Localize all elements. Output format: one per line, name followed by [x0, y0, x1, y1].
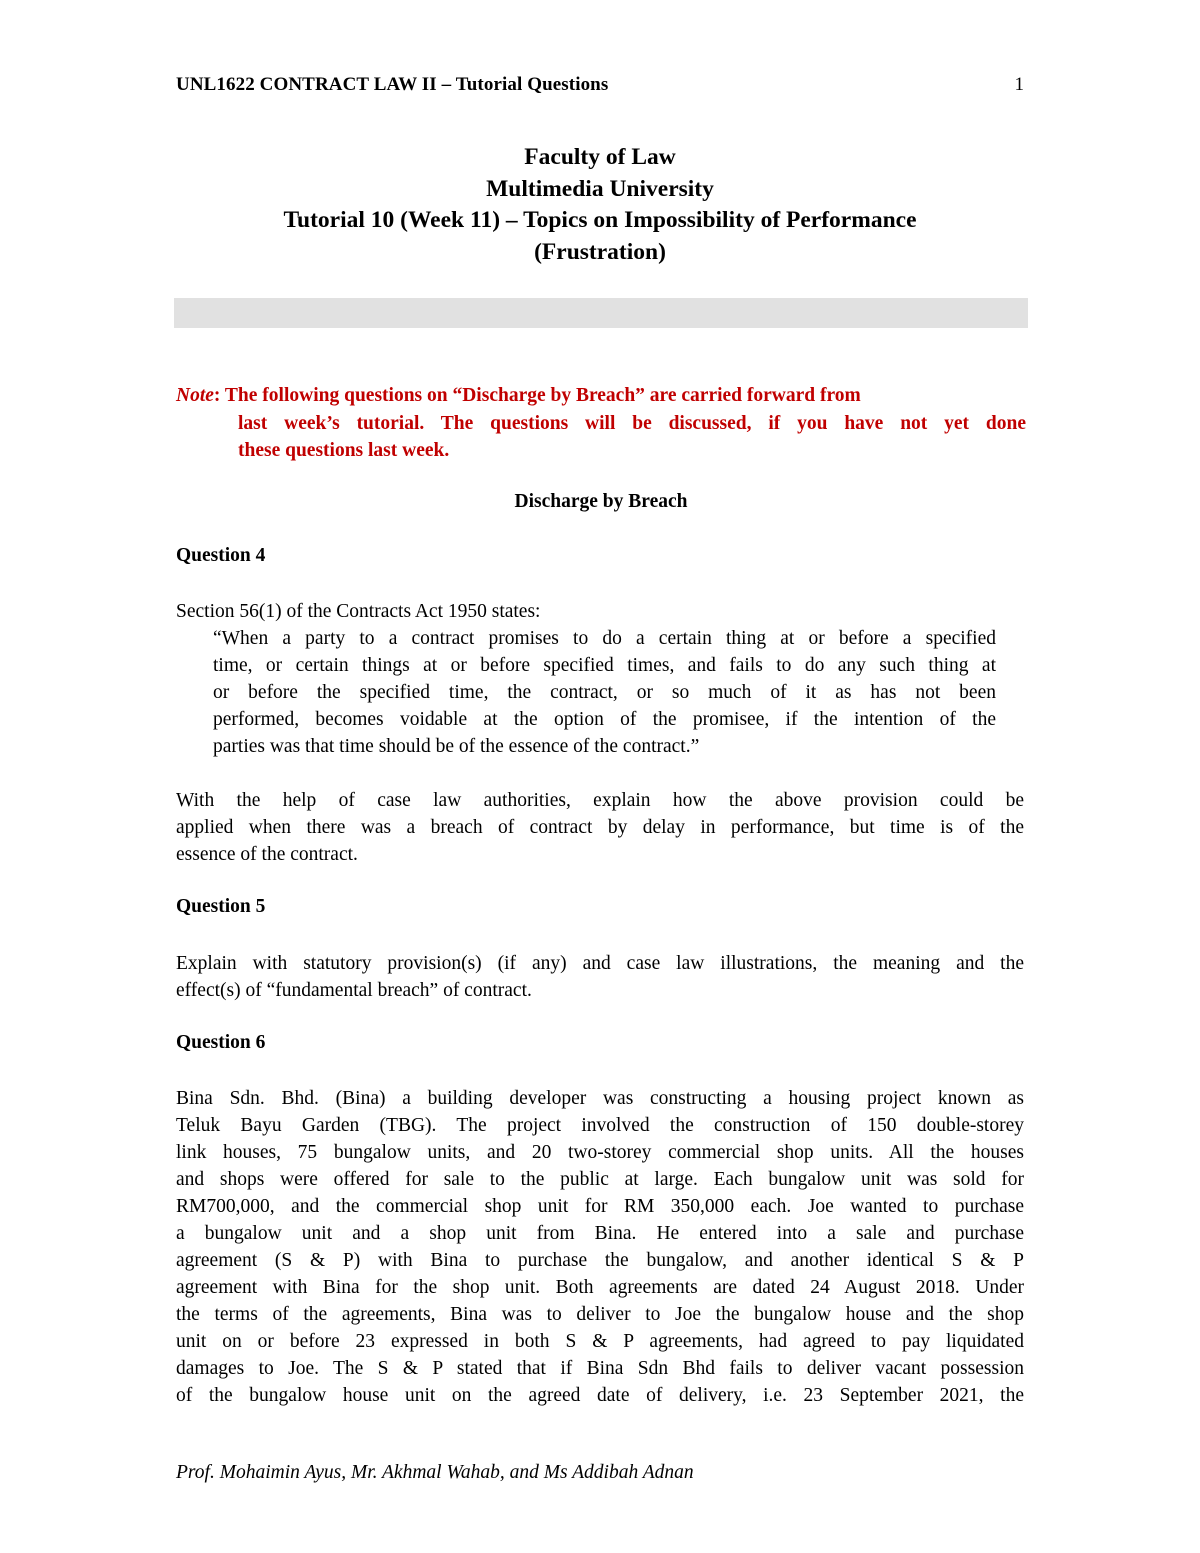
question-4-intro — [176, 598, 1024, 625]
quote-line: “When a party to a contract promises to do a certain thing at or before a specified — [213, 628, 996, 649]
page-number: 1 — [1014, 74, 1024, 95]
running-header: UNL1622 CONTRACT LAW II – Tutorial Questions — [176, 74, 609, 95]
body-line: Teluk Bayu Garden (TBG). The project involved the construction of 150 double-storey — [176, 1115, 1024, 1136]
question-4-body — [176, 787, 1024, 868]
body-line: of the bungalow house unit on the agreed date of delivery, i.e. 23 September 2021, the — [176, 1385, 1024, 1406]
question-5-body — [176, 950, 1024, 1004]
note-line-1 — [176, 382, 1026, 410]
body-line: essence of the contract. — [176, 844, 358, 865]
quote-line: parties was that time should be of the essence of the contract.” — [213, 736, 700, 757]
question-4-quote — [213, 625, 996, 760]
note-line-1-text: : The following questions on “Discharge by Breach” are carried forward from — [213, 385, 861, 406]
body-line: applied when there was a breach of contract by delay in performance, but time is of the — [176, 817, 1024, 838]
body-line: RM700,000, and the commercial shop unit for RM 350,000 each. Joe wanted to purchase — [176, 1196, 1024, 1217]
section-title: Discharge by Breach — [514, 491, 688, 512]
body-line: unit on or before 23 expressed in both S & P agreements, had agreed to pay liquidated — [176, 1331, 1024, 1352]
quote-line: time, or certain things at or before specified times, and fails to do any such thing at — [213, 655, 996, 676]
tutorial-subtitle: (Frustration) — [534, 238, 666, 265]
body-line: a bungalow unit and a shop unit from Bina. He entered into a sale and purchase — [176, 1223, 1024, 1244]
quote-line: or before the specified time, the contract, or so much of it as has not been — [213, 682, 996, 703]
body-line: Explain with statutory provision(s) (if any) and case law illustrations, the meaning and the — [176, 953, 1024, 974]
question-4-heading: Question 4 — [176, 545, 266, 566]
title-block — [120, 142, 1080, 268]
tutorial-title: Tutorial 10 (Week 11) – Topics on Impossibility of Performance — [283, 207, 917, 233]
question-6-body — [176, 1085, 1024, 1409]
faculty-title: Faculty of Law — [524, 144, 676, 170]
body-line: agreement with Bina for the shop unit. Both agreements are dated 24 August 2018. Under — [176, 1277, 1024, 1298]
question-4-intro-line: Section 56(1) of the Contracts Act 1950 states: — [176, 601, 541, 622]
body-line: and shops were offered for sale to the public at large. Each bungalow unit was sold for — [176, 1169, 1024, 1190]
university-title: Multimedia University — [486, 175, 714, 202]
body-line: With the help of case law authorities, explain how the above provision could be — [176, 790, 1024, 811]
note-line-2: last week’s tutorial. The questions will be discussed, if you have not yet done — [238, 412, 1026, 434]
body-line: link houses, 75 bungalow units, and 20 two-storey commercial shop units. All the houses — [176, 1142, 1024, 1163]
body-line: effect(s) of “fundamental breach” of contract. — [176, 980, 532, 1001]
note-label: Note — [176, 385, 214, 406]
body-line: agreement (S & P) with Bina to purchase the bungalow, and another identical S & P — [176, 1250, 1024, 1271]
quote-line: performed, becomes voidable at the option of the promisee, if the intention of the — [213, 709, 996, 730]
footer-authors: Prof. Mohaimin Ayus, Mr. Akhmal Wahab, and Ms Addibah Adnan — [176, 1462, 694, 1483]
note-line-3: these questions last week. — [238, 440, 450, 461]
body-line: damages to Joe. The S & P stated that if Bina Sdn Bhd fails to deliver vacant possession — [176, 1358, 1024, 1379]
body-line: the terms of the agreements, Bina was to deliver to Joe the bungalow house and the shop — [176, 1304, 1024, 1325]
question-5-heading: Question 5 — [176, 896, 266, 917]
question-6-heading: Question 6 — [176, 1032, 266, 1053]
grey-divider-bar — [174, 298, 1028, 328]
note-paragraph — [176, 382, 1026, 465]
body-line: Bina Sdn. Bhd. (Bina) a building developer was constructing a housing project known as — [176, 1088, 1024, 1109]
